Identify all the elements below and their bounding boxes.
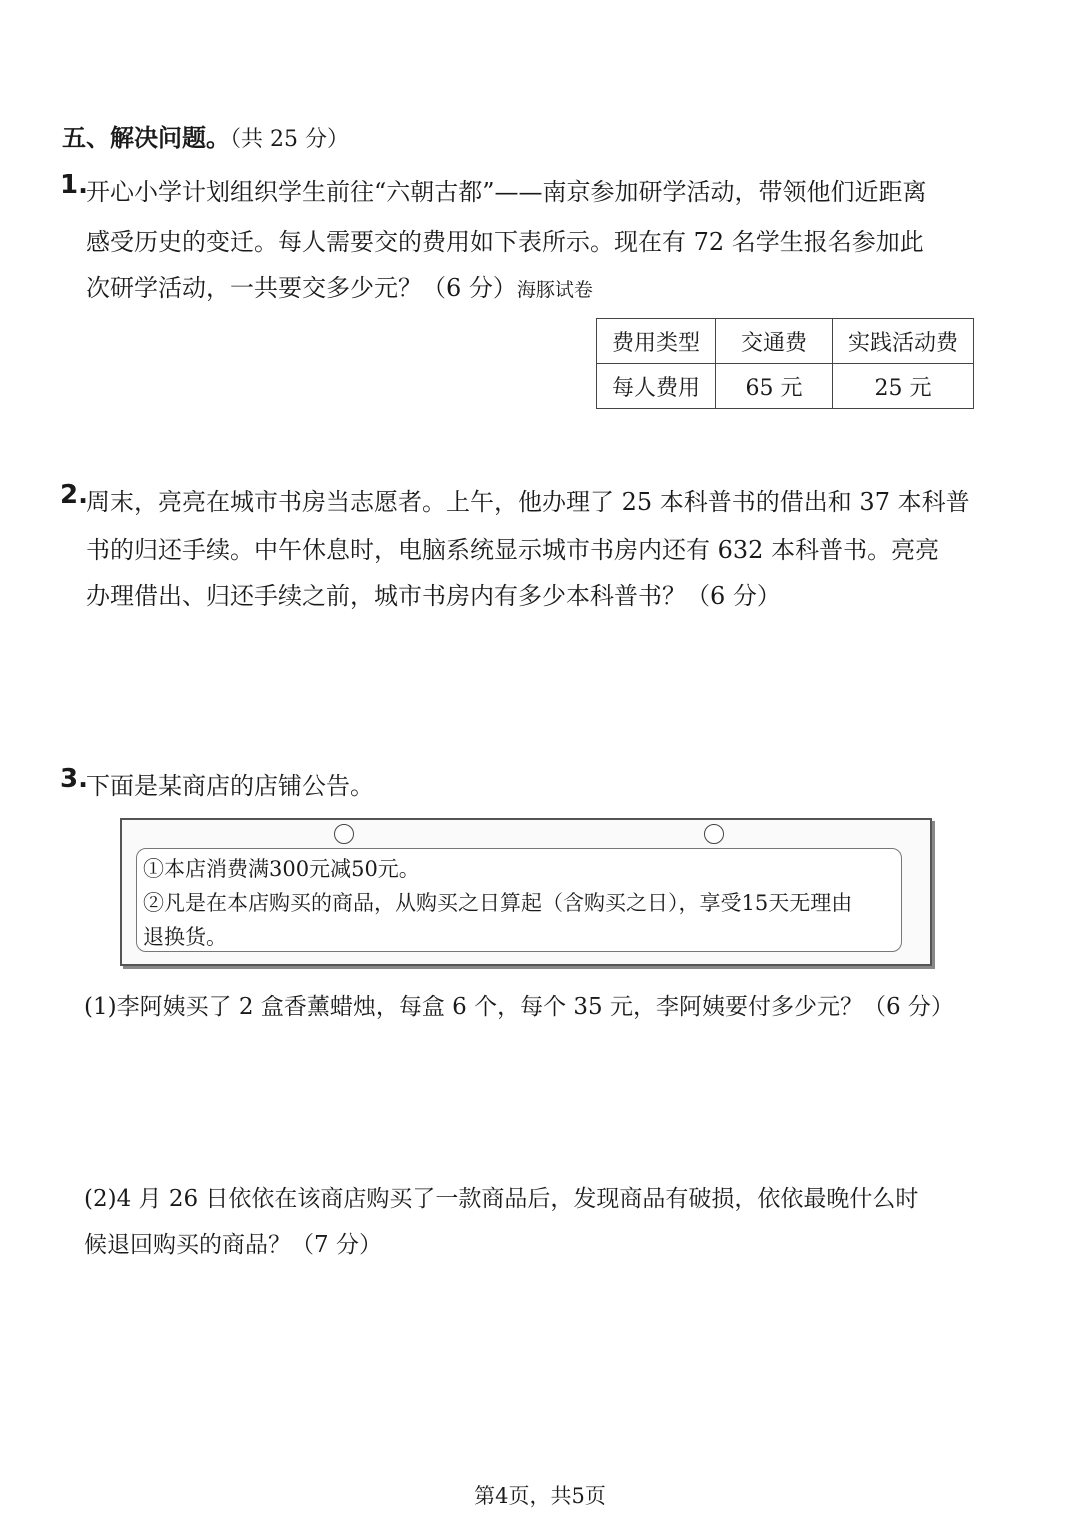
q3-intro: 下面是某商店的店铺公告。: [86, 772, 374, 800]
q1-number: 1.: [60, 170, 88, 200]
notice-line-3: 退换货。: [143, 925, 227, 949]
store-notice-panel: [136, 848, 902, 952]
notice-line-2: ②凡是在本店购买的商品，从购买之日算起（含购买之日），享受15天无理由: [143, 891, 853, 915]
section-title: [62, 118, 349, 153]
fee-table-activity-value: 25 元: [833, 364, 974, 409]
fee-table-header-type: 费用类型: [597, 319, 716, 364]
q1-line-3-text: 次研学活动，一共要交多少元？（6 分）: [86, 274, 517, 302]
section-title-text: 五、解决问题。: [62, 123, 230, 152]
q1-line-3: [86, 268, 593, 303]
q3-sub2-line-1: (2)4 月 26 日依依在该商店购买了一款商品后，发现商品有破损，依依最晚什么时: [84, 1186, 919, 1212]
fee-table-header-transport: 交通费: [716, 319, 833, 364]
fee-table-header-row: [597, 319, 974, 364]
fee-table: [596, 318, 974, 409]
pin-hole-icon: [704, 824, 724, 844]
fee-table-transport-value: 65 元: [716, 364, 833, 409]
fee-table-row: [597, 364, 974, 409]
fee-table-header-activity: 实践活动费: [833, 319, 974, 364]
q3-sub2-line-2: 候退回购买的商品？（7 分）: [84, 1232, 382, 1258]
fee-table-row-label: 每人费用: [597, 364, 716, 409]
q2-line-1: 周末，亮亮在城市书房当志愿者。上午，他办理了 25 本科普书的借出和 37 本科普: [86, 488, 970, 516]
q1-line-1: 开心小学计划组织学生前往“六朝古都”——南京参加研学活动，带领他们近距离: [86, 178, 927, 206]
q2-line-2: 书的归还手续。中午休息时，电脑系统显示城市书房内还有 632 本科普书。亮亮: [86, 536, 940, 564]
q1-tag: 海豚试卷: [516, 279, 593, 301]
section-score: （共 25 分）: [230, 127, 349, 152]
q1-line-2: 感受历史的变迁。每人需要交的费用如下表所示。现在有 72 名学生报名参加此: [86, 228, 924, 256]
pin-hole-icon: [334, 824, 354, 844]
store-notice-board: [120, 818, 932, 966]
notice-line-1: ①本店消费满300元减50元。: [143, 857, 420, 881]
q3-number: 3.: [60, 764, 88, 794]
q3-sub1: (1)李阿姨买了 2 盒香薰蜡烛，每盒 6 个，每个 35 元，李阿姨要付多少元？（6 分）: [84, 994, 954, 1020]
q2-number: 2.: [60, 480, 88, 510]
q2-line-3: 办理借出、归还手续之前，城市书房内有多少本科普书？（6 分）: [86, 582, 781, 610]
page-footer: 第4页，共5页: [474, 1484, 606, 1508]
